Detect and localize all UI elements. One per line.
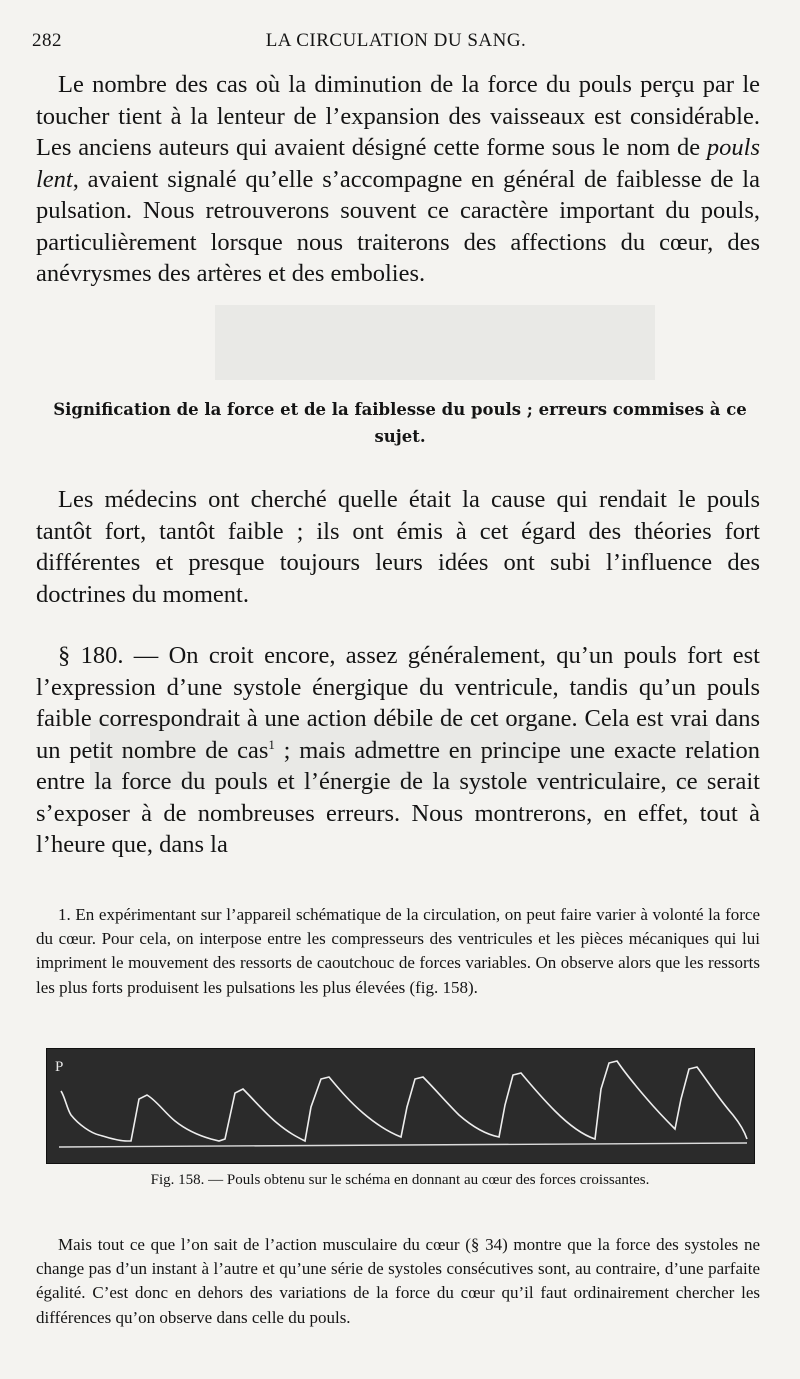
paragraph-1-text-a: Le nombre des cas où la diminution de la force du pouls perçu par le toucher tient à la lenteur de l’expansion des vaisseaux est considérable. Les anciens auteurs qui avaient désigné cette forme sous le nom de: [36, 71, 760, 161]
paragraph-1-text-b: , avaient signalé qu’elle s’accompagne en général de faiblesse de la pulsation. Nous retrouverons souvent ce caractère important du pouls, particulièrement lorsque nous traiterons des affections du cœur, des anévrysmes des artères et des embolies.: [36, 165, 760, 287]
paragraph-2-text: Les médecins ont cherché quelle était la cause qui rendait le pouls tantôt fort, tantôt faible ; ils ont émis à cet égard des théories fort différentes et presque toujours leurs idées ont subi l’influence des doctrines du moment.: [36, 486, 760, 608]
paragraph-2: [36, 484, 760, 610]
baseline-trace: [59, 1143, 747, 1147]
figure-label-p: P: [55, 1059, 64, 1075]
running-title: LA CIRCULATION DU SANG.: [265, 30, 527, 51]
figure-caption: Fig. 158. — Pouls obtenu sur le schéma en donnant au cœur des forces croissantes.: [150, 1172, 650, 1188]
pulse-curve: [61, 1061, 747, 1141]
footnote: [36, 903, 760, 1000]
paragraph-3-text-b: ; mais admettre en principe une exacte relation entre la force du pouls et l’énergie de la systole ventriculaire, ce serait s’exposer à de nombreuses erreurs. Nous montrerons, en effet, tout à l’heure que, dans la: [36, 736, 761, 858]
page-number: 282: [32, 30, 62, 51]
pulse-tracing-svg: [47, 1049, 754, 1163]
paragraph-1-italic: pouls lent: [36, 134, 760, 193]
footnote-reference: 1: [268, 736, 275, 752]
footnote-text: 1. En expérimentant sur l’appareil schématique de la circulation, on peut faire varier à volonté la force du cœur. Pour cela, on interpose entre les compresseurs des ventricules et les pièces mécaniques qui lui impriment le mouvement des ressorts de caoutchouc de forces variables. On observe alors que les ressorts les plus forts produisent les pulsations les plus élevées (fig. 158).: [36, 905, 760, 997]
show-through-ghost: [215, 305, 655, 380]
paragraph-4: [36, 1233, 760, 1330]
paragraph-4-text: Mais tout ce que l’on sait de l’action musculaire du cœur (§ 34) montre que la force des systoles ne change pas d’un instant à l’autre et qu’une série de systoles consécutives sont, au contraire, d’une parfaite égalité. C’est donc en dehors des variations de la force du cœur qu’il faut ordinairement chercher les différences qu’on observe dans celle du pouls.: [36, 1235, 760, 1327]
paragraph-3: [36, 640, 760, 861]
section-heading: Signification de la force et de la faiblesse du pouls ; erreurs commises à ce sujet.: [53, 400, 747, 446]
paragraph-1: [36, 69, 760, 290]
paragraph-3-text-a: § 180. — On croit encore, assez généralement, qu’un pouls fort est l’expression d’une systole énergique du ventricule, tandis qu’un pouls faible correspondrait à une action débile de cet organe. Cela est vrai dans un petit nombre de cas: [36, 642, 760, 764]
pulse-tracing-figure: [46, 1048, 755, 1164]
